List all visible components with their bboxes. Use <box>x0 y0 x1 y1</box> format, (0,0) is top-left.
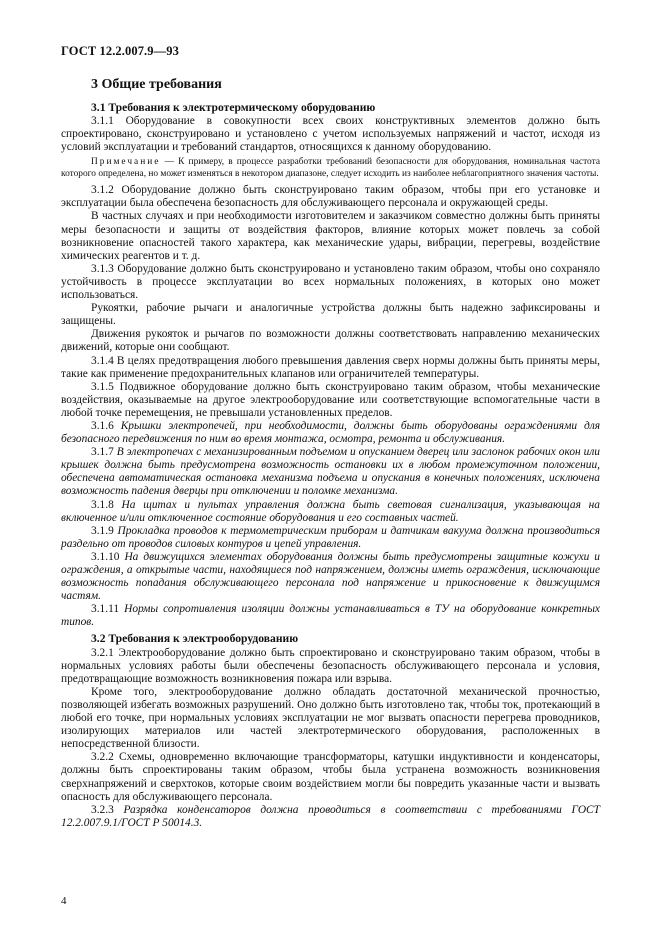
paragraph-text: В электропечах с механизированным подъемом и опусканием дверец или заслонок рабочих окон или крышек должна быть предусмотрена возможность остановки их в любом промежуточном положении, обеспечена автоматическая остановка механизма подъема и опускания в конечных положениях, исключена возможность падения дверцы при отключении и поломке механизма. <box>61 446 600 498</box>
paragraph-number: 3.2.3 <box>91 803 124 816</box>
paragraph-3-1-4: 3.1.4 В целях предотвращения любого превышения давления сверх нормы должны быть приняты меры, такие как применение предохранительных клапанов или ограничителей температуры. <box>61 354 600 380</box>
paragraph-3-1-8 <box>61 499 600 525</box>
paragraph-3-2-2: 3.2.2 Схемы, одновременно включающие трансформаторы, катушки индуктивности и конденсаторы, должны быть спроектированы таким образом, чтобы была устранена возможность возникновения сверхнапряжений и сверхтоков, которые своим воздействием могли бы повредить указанные части и вызвать опасность для обслуживающего персонала. <box>61 751 600 803</box>
paragraph-3-1-11 <box>61 603 600 629</box>
paragraph-text: Крышки электропечей, при необходимости, должны быть оборудованы ограждениями для безопасного передвижения по ним во время монтажа, осмотра, ремонта и обслуживания. <box>61 419 600 446</box>
paragraph-3-1-7 <box>61 446 600 498</box>
paragraph-3-1-3-b: Рукоятки, рабочие рычаги и аналогичные устройства должны быть надежно зафиксированы и защищены. <box>61 302 600 328</box>
paragraph-number: 3.1.6 <box>91 419 121 432</box>
paragraph-3-2-3 <box>61 804 600 830</box>
document-code-header: ГОСТ 12.2.007.9—93 <box>61 44 179 58</box>
paragraph-3-1-3: 3.1.3 Оборудование должно быть сконструировано и установлено таким образом, чтобы оно сохраняло устойчивость в процессе эксплуатации во всех нормальных положениях, в которых оно может использоваться. <box>61 262 600 302</box>
paragraph-3-2-1-b: Кроме того, электрооборудование должно обладать достаточной механической прочностью, позволяющей избегать возможных разрушений. Оно должно быть изготовлено так, чтобы ток, протекающий в любой его точке, при нормальных условиях эксплуатации не мог вызвать опасности перегрева проводников, изолирующих материалов или частей электротермического оборудования, расположенных в непосредственной близости. <box>61 685 600 751</box>
paragraph-3-1-2: 3.1.2 Оборудование должно быть сконструировано таким образом, чтобы при его установке и эксплуатации была обеспечена безопасность для обслуживающего персонала и окружающей среды. <box>61 184 600 210</box>
subsection-title-3-2: 3.2 Требования к электрооборудованию <box>91 632 299 646</box>
paragraph-3-1-2-b: В частных случаях и при необходимости изготовителем и заказчиком совместно должны быть приняты меры безопасности и защиты от воздействия факторов, влияние которых может повлечь за собой возникновение опасностей такого характера, как механические удары, вибрации, перегревы, воздействие химических реагентов и т. д. <box>61 210 600 262</box>
paragraph-number: 3.1.9 <box>91 524 118 537</box>
paragraph-3-1-1: 3.1.1 Оборудование в совокупности всех своих конструктивных элементов должно быть спроектировано, сконструировано и установлено с учетом используемых напряжений и частот, исходя из условий эксплуатации и требований стандартов, относящихся к данному оборудованию. <box>61 115 600 154</box>
paragraph-number: 3.1.11 <box>91 603 125 616</box>
paragraph-3-1-9 <box>61 525 600 551</box>
note-label: Примечание <box>91 157 161 168</box>
page-number: 4 <box>61 895 67 907</box>
paragraph-number: 3.1.7 <box>91 446 117 459</box>
paragraph-number: 3.1.10 <box>91 550 125 563</box>
paragraph-3-1-6 <box>61 420 600 446</box>
paragraph-text: Прокладка проводов к термометрическим приборам и датчикам вакуума должна производиться раздельно от проводов силовых контуров и цепей управления. <box>61 524 600 550</box>
paragraph-3-1-10 <box>61 551 600 603</box>
paragraph-number: 3.1.8 <box>91 498 122 511</box>
paragraph-text: Нормы сопротивления изоляции должны устанавливаться в ТУ на оборудование конкретных типов. <box>61 603 600 629</box>
subsection-title-3-1: 3.1 Требования к электротермическому оборудованию <box>91 101 376 115</box>
paragraph-text: Разрядка конденсаторов должна проводиться в соответствии с требованиями ГОСТ 12.2.007.9.1/ГОСТ Р 50014.3. <box>61 803 600 829</box>
paragraph-3-1-5: 3.1.5 Подвижное оборудование должно быть сконструировано таким образом, чтобы механические воздействия, оказываемые на другое электрооборудование или соответствующие вспомогательные части в любой точке перемещения, не превышали установленных пределов. <box>61 380 600 419</box>
note-text: — К примеру, в процессе разработки требований безопасности для оборудования, номинальная частота которого определена, но может изменяться в некотором диапазоне, следует исходить из наиболее неблагоприятного значения частоты. <box>61 157 600 179</box>
note-paragraph <box>61 157 600 180</box>
paragraph-text: На движущихся элементах оборудования должны быть предусмотрены защитные кожухи и ограждения, а открытые части, находящиеся под напряжением, должны иметь ограждения, исключающие возможность попадания обслуживающего персонала под напряжение и прикосновение к движущимся частям. <box>61 550 600 603</box>
paragraph-3-1-3-c: Движения рукояток и рычагов по возможности должны соответствовать направлению механических движений, которые они сообщают. <box>61 328 600 354</box>
paragraph-text: На щитах и пультах управления должна быть световая сигнализация, указывающая на включенное и/или отключенное состояние оборудования и его составных частей. <box>61 498 600 524</box>
section-title: 3 Общие требования <box>91 77 222 92</box>
page-body <box>61 78 600 830</box>
paragraph-3-2-1: 3.2.1 Электрооборудование должно быть спроектировано и сконструировано таким образом, чтобы в нормальных условиях работы были обеспечены безопасность обслуживающего персонала и условия, предотвращающие возможность возникновения пожара или взрыва. <box>61 646 600 685</box>
